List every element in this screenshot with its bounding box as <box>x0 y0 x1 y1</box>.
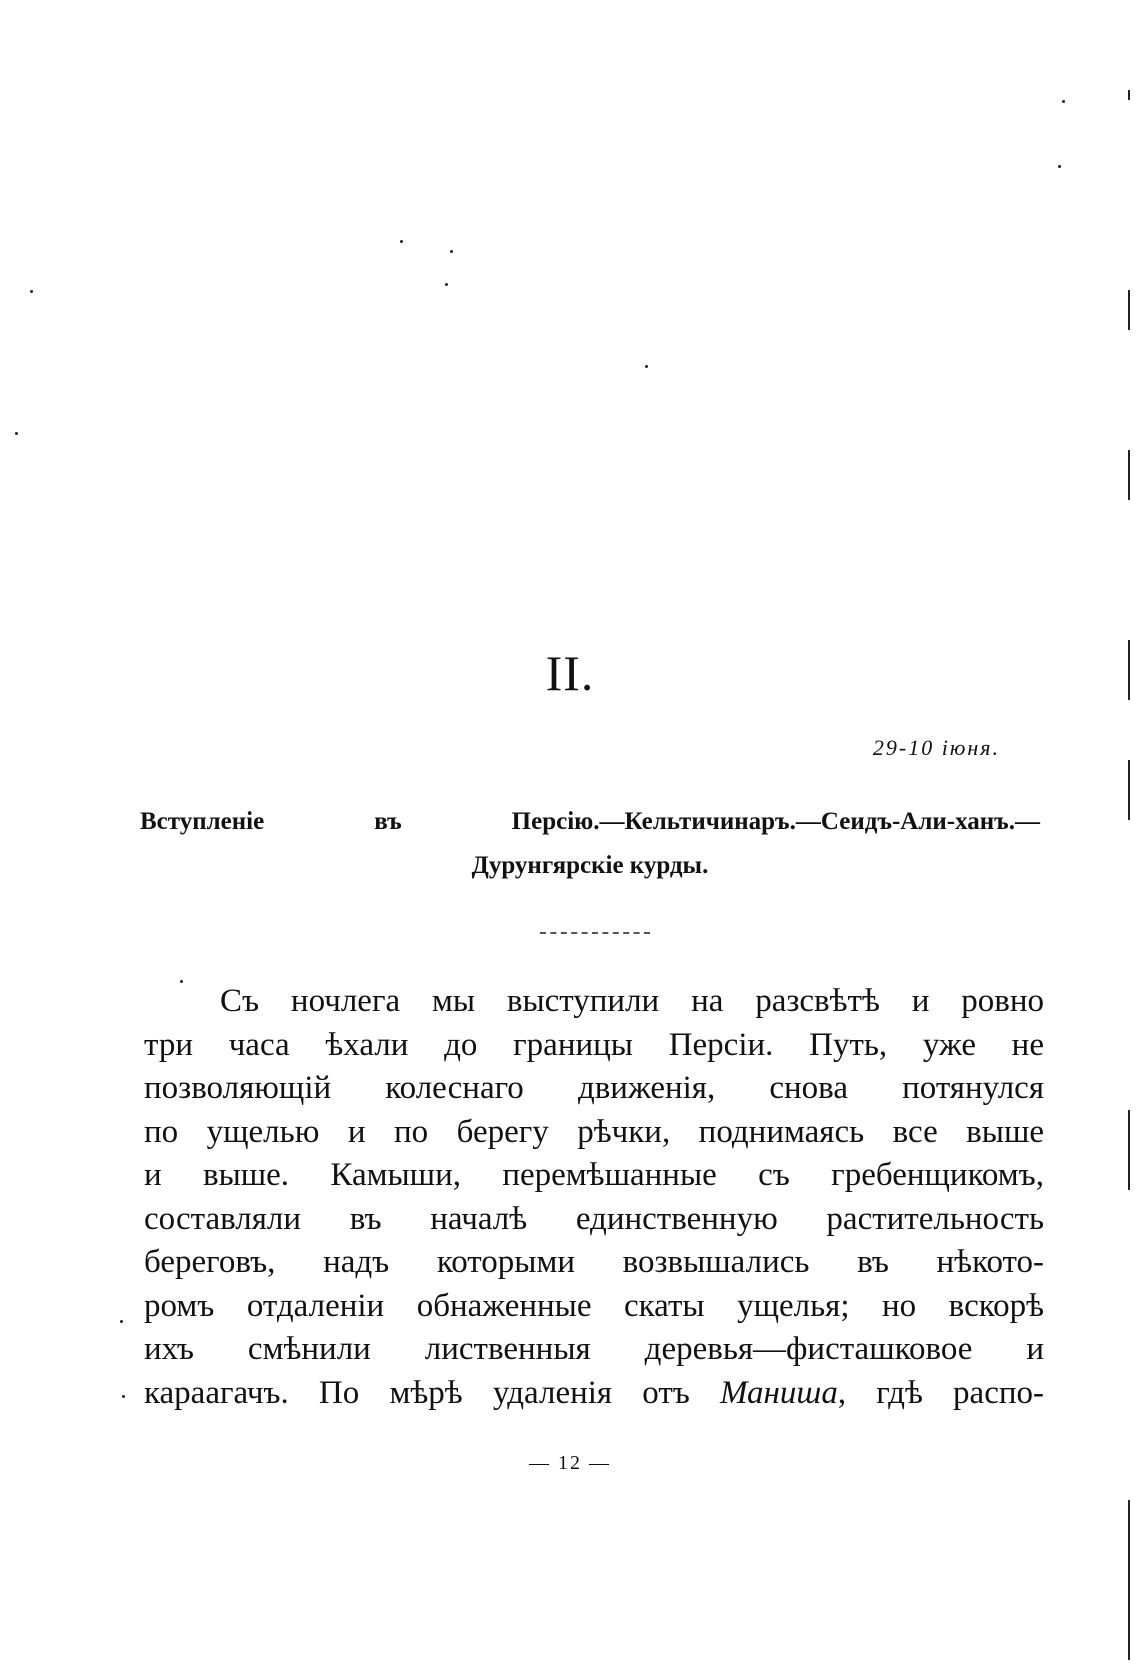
page-number: — 12 — <box>529 1452 611 1474</box>
scan-speck <box>400 240 403 243</box>
text-line: составляли въ началѣ единственную растительность <box>144 1200 1044 1237</box>
edge-mark <box>1128 1110 1130 1190</box>
chapter-heading <box>140 800 1040 888</box>
chapter-date: 29-10 іюня. <box>872 735 1000 760</box>
text-line: береговъ, надъ которыми возвышались въ нѣкото- <box>144 1244 1044 1280</box>
edge-mark <box>1128 1500 1130 1660</box>
text-line: по ущелью и по берегу рѣчки, поднимаясь все выше <box>144 1113 1044 1150</box>
scan-speck <box>1058 165 1061 168</box>
text-line: и выше. Камыши, перемѣшанные съ гребенщикомъ, <box>144 1157 1044 1193</box>
chapter-heading-line-1: Вступленіе въ Персію.—Кельтичинаръ.—Сеидъ-Али-ханъ.— <box>140 808 1040 835</box>
edge-mark <box>1128 450 1130 500</box>
chapter-number: II. <box>545 645 595 701</box>
section-separator <box>540 932 650 934</box>
place-name-italic: Маниша <box>720 1374 838 1411</box>
text-line: позволяющій колеснаго движенія, снова потянулся <box>144 1070 1044 1106</box>
scan-speck <box>445 283 448 286</box>
scan-speck <box>180 980 183 983</box>
scan-speck <box>122 1395 125 1398</box>
body-paragraph <box>144 980 1044 1415</box>
scan-speck <box>120 1320 123 1323</box>
text-line-last <box>144 1372 1044 1416</box>
edge-mark <box>1128 760 1130 820</box>
edge-mark <box>1128 640 1130 700</box>
edge-mark <box>1128 90 1130 100</box>
scan-speck <box>1062 100 1065 103</box>
scan-speck <box>15 432 18 435</box>
chapter-heading-line-2: Дурунгярскіе курды. <box>471 852 709 879</box>
text-line: ромъ отдаленіи обнаженные скаты ущелья; но вскорѣ <box>144 1287 1044 1324</box>
text-line: Съ ночлега мы выступили на разсвѣтѣ и ровно <box>220 983 1044 1019</box>
scan-speck <box>645 365 648 368</box>
text-fragment: караагачъ. По мѣрѣ удаленія отъ <box>144 1374 721 1411</box>
scan-speck <box>450 250 453 253</box>
edge-mark <box>1128 290 1130 330</box>
text-fragment: , гдѣ распо- <box>837 1374 1044 1411</box>
text-line: три часа ѣхали до границы Персіи. Путь, уже не <box>144 1026 1044 1063</box>
scan-speck <box>30 290 33 293</box>
text-line: ихъ смѣнили лиственныя деревья—фисташковое и <box>144 1331 1044 1367</box>
